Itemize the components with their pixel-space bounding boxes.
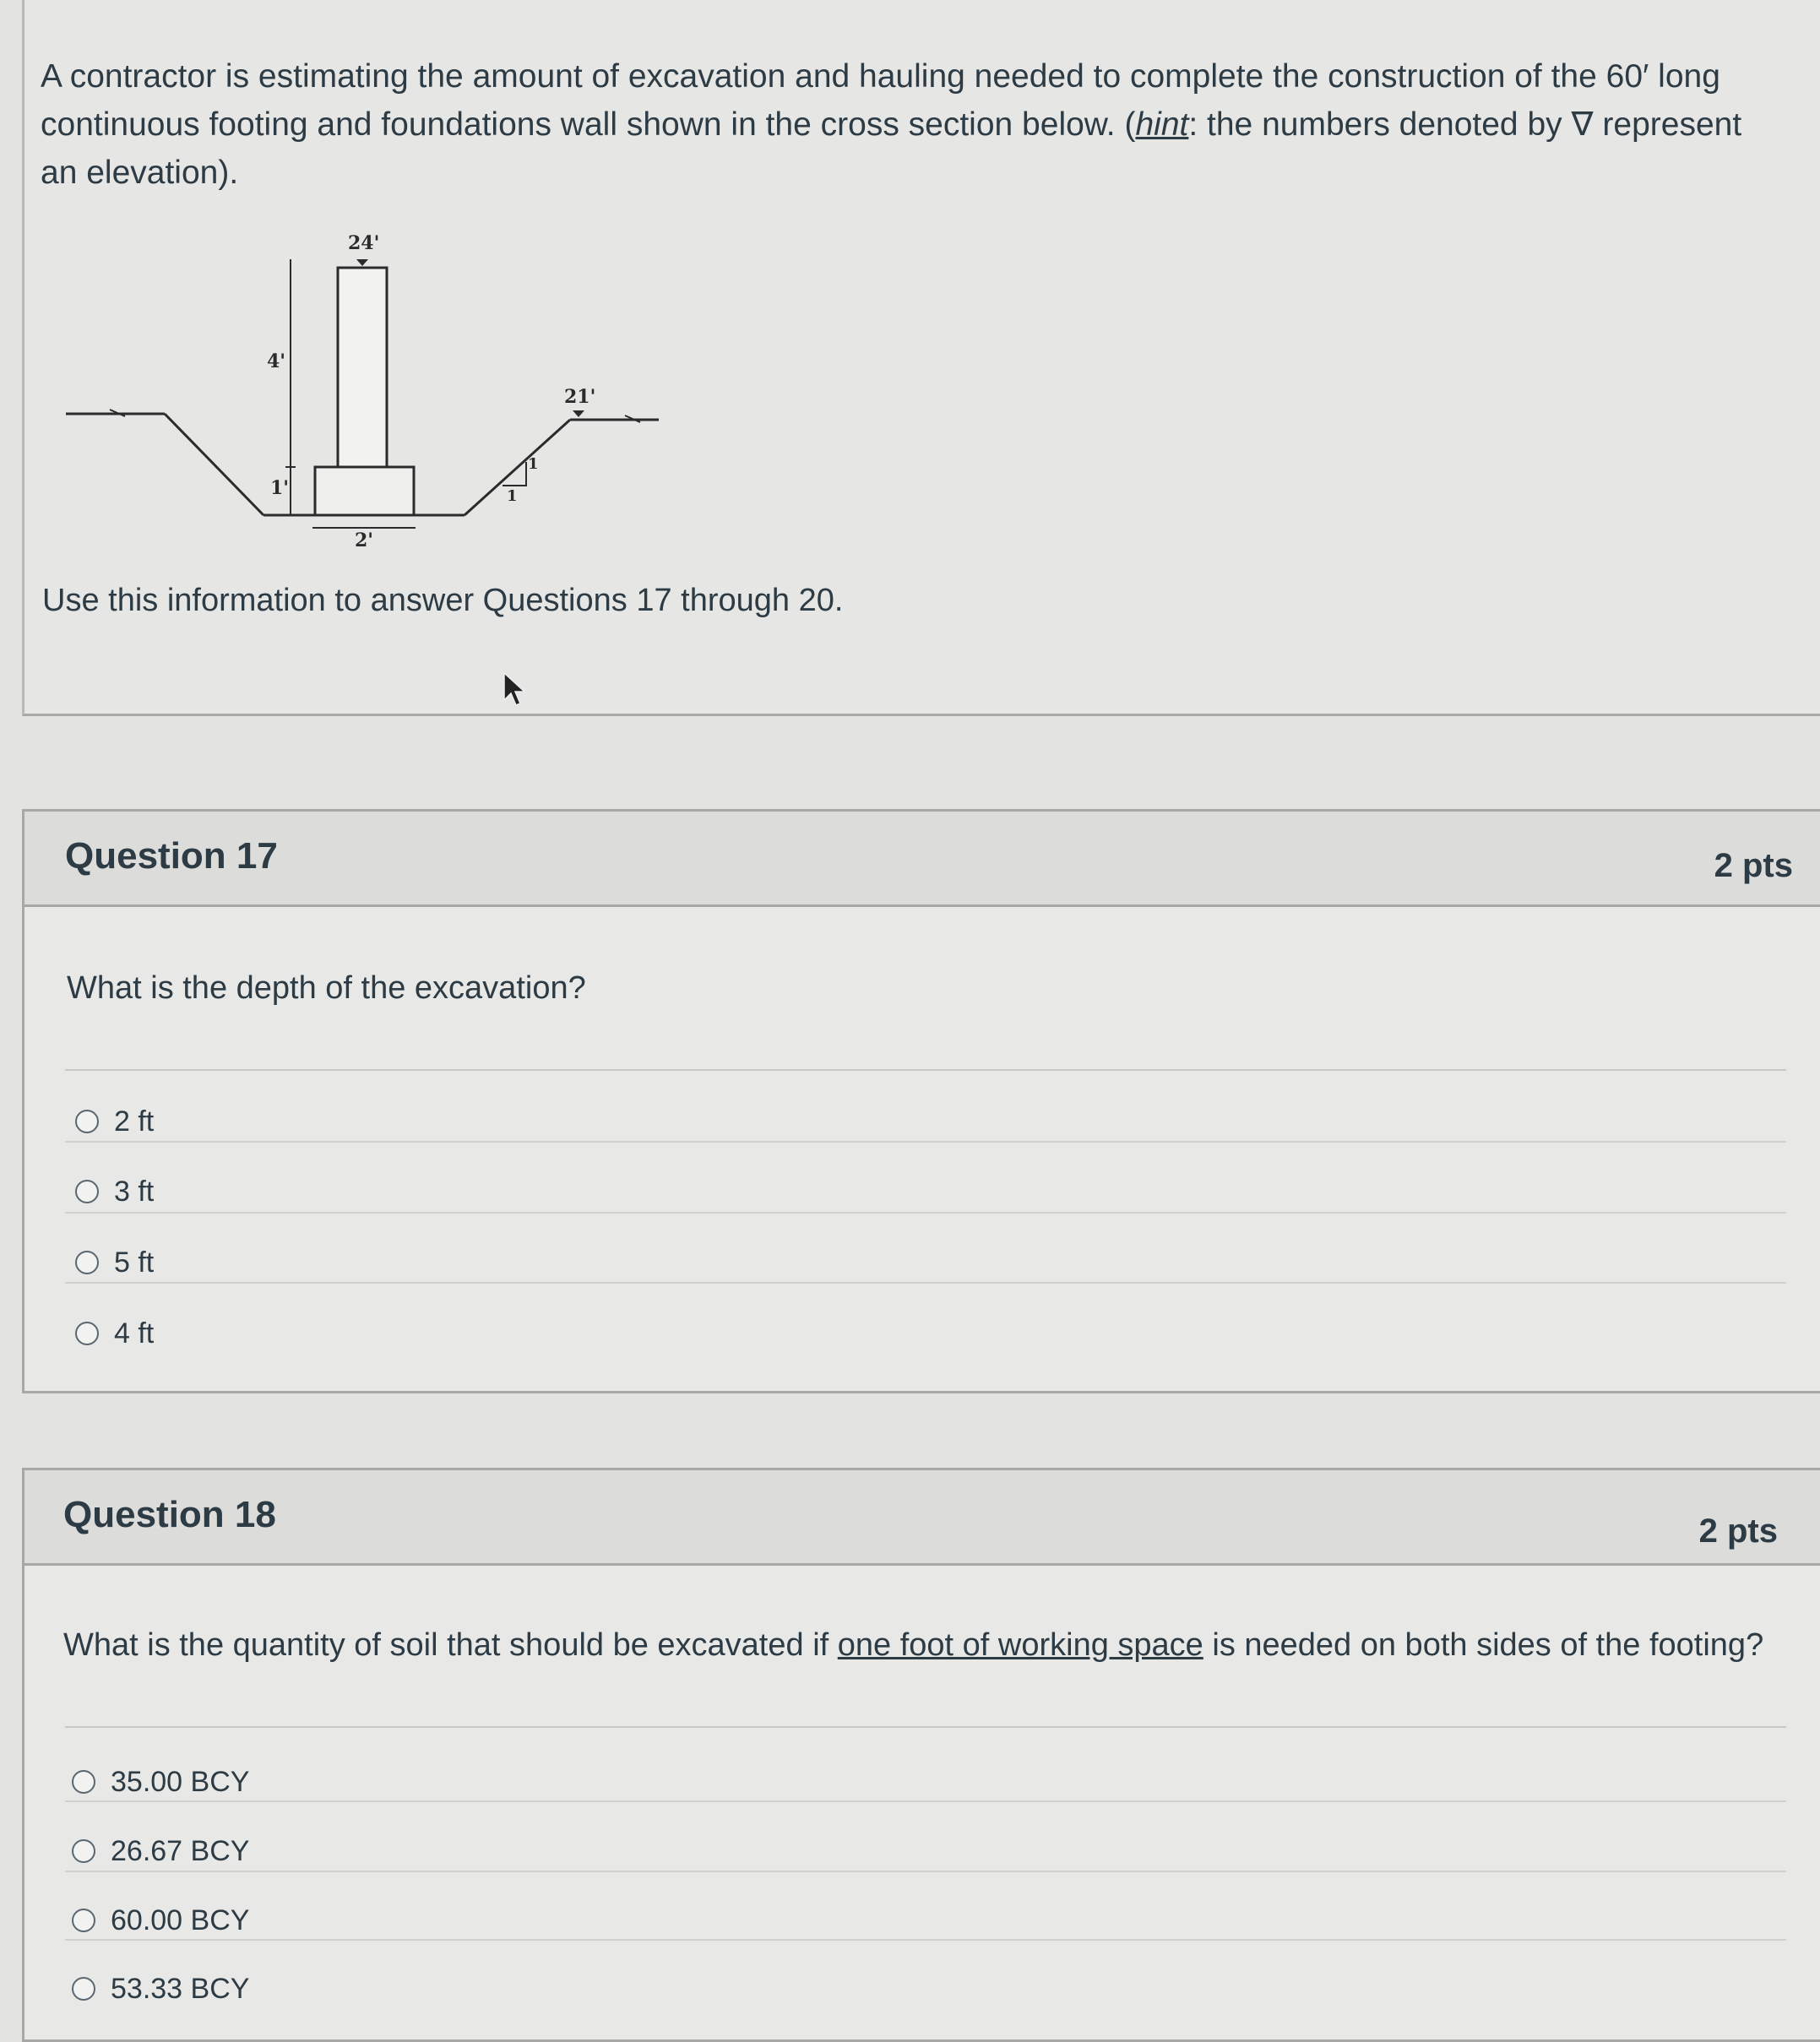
q17-answer-option[interactable] (75, 1166, 154, 1217)
hint-word: hint (1135, 106, 1189, 143)
answer-separator (65, 1212, 1786, 1214)
q18-answer-label: 26.67 BCY (111, 1834, 250, 1867)
q18-answer-label: 35.00 BCY (111, 1765, 250, 1798)
question-18-prompt (63, 1627, 1763, 1664)
stem-text-part2: : the numbers denoted by ∇ represent an elevation). (41, 106, 1742, 191)
question-18-prompt-part2: is needed on both sides of the footing? (1203, 1627, 1764, 1663)
radio-button-icon[interactable] (72, 1770, 95, 1794)
answer-separator (65, 1282, 1786, 1284)
q17-answer-label: 5 ft (114, 1246, 155, 1279)
question-18-header (24, 1470, 1820, 1566)
question-18-title: Question 18 (63, 1494, 276, 1535)
cross-section-diagram (51, 215, 676, 562)
question-18-panel (22, 1468, 1820, 2042)
left-slope-line (165, 414, 263, 515)
answer-separator (65, 1871, 1786, 1872)
elevation-marker-icon (356, 259, 368, 266)
use-info-text: Use this information to answer Questions 17 through 20. (42, 583, 844, 618)
question-18-prompt-underlined: one foot of working space (837, 1627, 1203, 1663)
stem-text-part1: A contractor is estimating the amount of excavation and hauling needed to complete the construction of the 60′ long continuous footing and foundations wall shown in the cross section below. ( (41, 58, 1720, 143)
question-17-prompt: What is the depth of the excavation? (67, 970, 586, 1006)
question-18-divider (65, 1726, 1786, 1728)
q18-answer-label: 53.33 BCY (111, 1972, 250, 2005)
q17-answer-label: 3 ft (114, 1175, 155, 1208)
q17-answer-label: 2 ft (114, 1105, 155, 1138)
slope-indicator (503, 462, 526, 486)
stem-text (41, 52, 1780, 197)
footing-height-label: 1' (270, 477, 290, 499)
elevation-marker-icon (573, 410, 584, 417)
answer-separator (65, 1141, 1786, 1143)
q18-answer-option[interactable] (72, 1963, 249, 2014)
question-17-divider (65, 1069, 1786, 1071)
answer-separator (65, 1800, 1786, 1802)
q17-answer-option[interactable] (75, 1096, 154, 1147)
question-17-points: 2 pts (1714, 847, 1793, 884)
q18-answer-option[interactable] (72, 1826, 249, 1876)
q17-answer-label: 4 ft (114, 1317, 155, 1350)
q17-answer-option[interactable] (75, 1308, 154, 1359)
q17-answer-option[interactable] (75, 1237, 154, 1288)
radio-button-icon[interactable] (72, 1909, 95, 1932)
footing-rect (315, 467, 414, 515)
radio-button-icon[interactable] (72, 1977, 95, 2001)
question-17-title: Question 17 (65, 835, 278, 877)
slope-rise-label: 1 (528, 455, 539, 473)
elevation-grade-label: 21' (564, 386, 596, 408)
footing-width-label: 2' (355, 530, 374, 551)
question-17-panel (22, 809, 1820, 1393)
question-18-points: 2 pts (1698, 1512, 1778, 1550)
q18-answer-option[interactable] (72, 1895, 249, 1946)
elevation-top-label: 24' (348, 232, 380, 254)
answer-separator (65, 1939, 1786, 1941)
mouse-cursor-icon (503, 671, 528, 709)
question-17-header (24, 812, 1820, 907)
q18-answer-label: 60.00 BCY (111, 1904, 250, 1936)
radio-button-icon[interactable] (75, 1180, 99, 1203)
radio-button-icon[interactable] (75, 1251, 99, 1274)
radio-button-icon[interactable] (75, 1322, 99, 1345)
wall-rect (338, 268, 387, 467)
radio-button-icon[interactable] (75, 1110, 99, 1133)
wall-height-label: 4' (267, 350, 286, 372)
radio-button-icon[interactable] (72, 1839, 95, 1863)
question-18-prompt-part1: What is the quantity of soil that should be excavated if (63, 1627, 838, 1663)
slope-run-label: 1 (507, 487, 518, 505)
q18-answer-option[interactable] (72, 1757, 249, 1807)
